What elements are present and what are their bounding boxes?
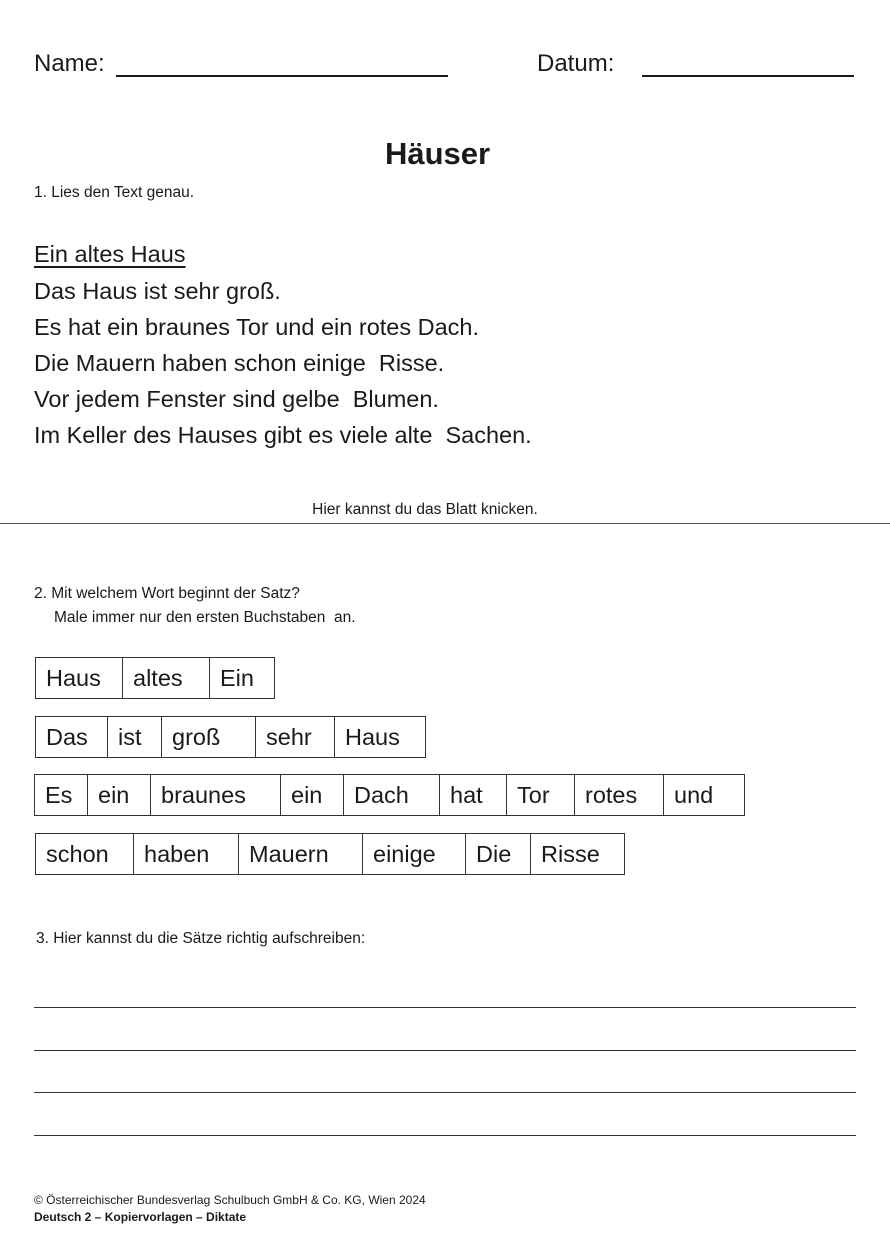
word-cell[interactable]: ein (87, 774, 151, 816)
word-cell[interactable]: sehr (255, 716, 335, 758)
text-line: Es hat ein braunes Tor und ein rotes Dach. (34, 314, 480, 340)
word-cell[interactable]: schon (35, 833, 134, 875)
word-row-1 (35, 657, 275, 699)
word-cell[interactable]: ist (107, 716, 162, 758)
word-row-3 (34, 774, 745, 816)
fold-note: Hier kannst du das Blatt knicken. (312, 501, 538, 518)
name-field-line[interactable] (116, 75, 448, 77)
task2-instruction-line1: 2. Mit welchem Wort beginnt der Satz? (34, 585, 300, 602)
word-cell[interactable]: Risse (530, 833, 625, 875)
fold-divider (0, 523, 890, 524)
word-cell[interactable]: braunes (150, 774, 281, 816)
word-cell[interactable]: rotes (574, 774, 664, 816)
word-cell[interactable]: haben (133, 833, 239, 875)
text-line: Die Mauern haben schon einige Risse. (34, 350, 445, 376)
word-cell[interactable]: Ein (209, 657, 275, 699)
text-heading: Ein altes Haus (34, 241, 186, 267)
task1-instruction: 1. Lies den Text genau. (34, 184, 195, 201)
word-cell[interactable]: Dach (343, 774, 440, 816)
date-field-line[interactable] (642, 75, 854, 77)
word-cell[interactable]: Mauern (238, 833, 363, 875)
writing-line[interactable] (34, 1007, 856, 1008)
writing-line[interactable] (34, 1135, 856, 1136)
page-title: Häuser (384, 136, 491, 171)
word-cell[interactable]: Die (465, 833, 531, 875)
text-line: Im Keller des Hauses gibt es viele alte Sachen. (34, 422, 532, 448)
word-row-4 (35, 833, 625, 875)
word-cell[interactable]: hat (439, 774, 507, 816)
footer-series: Deutsch 2 – Kopiervorlagen – Diktate (34, 1210, 247, 1224)
text-line: Das Haus ist sehr groß. (34, 278, 281, 304)
word-cell[interactable]: Das (35, 716, 108, 758)
footer-copyright: © Österreichischer Bundesverlag Schulbuch GmbH & Co. KG, Wien 2024 (34, 1193, 426, 1207)
word-cell[interactable]: ein (280, 774, 344, 816)
writing-line[interactable] (34, 1050, 856, 1051)
word-cell[interactable]: und (663, 774, 745, 816)
text-line: Vor jedem Fenster sind gelbe Blumen. (34, 386, 439, 412)
word-row-2 (35, 716, 426, 758)
word-cell[interactable]: Haus (334, 716, 426, 758)
word-cell[interactable]: Haus (35, 657, 123, 699)
word-cell[interactable]: altes (122, 657, 210, 699)
task3-instruction: 3. Hier kannst du die Sätze richtig aufschreiben: (36, 930, 366, 947)
word-cell[interactable]: groß (161, 716, 256, 758)
word-cell[interactable]: Tor (506, 774, 575, 816)
word-cell[interactable]: einige (362, 833, 466, 875)
writing-line[interactable] (34, 1092, 856, 1093)
name-label: Name: (34, 50, 105, 77)
date-label: Datum: (537, 50, 615, 77)
task2-instruction-line2: Male immer nur den ersten Buchstaben an. (54, 609, 356, 626)
word-cell[interactable]: Es (34, 774, 88, 816)
